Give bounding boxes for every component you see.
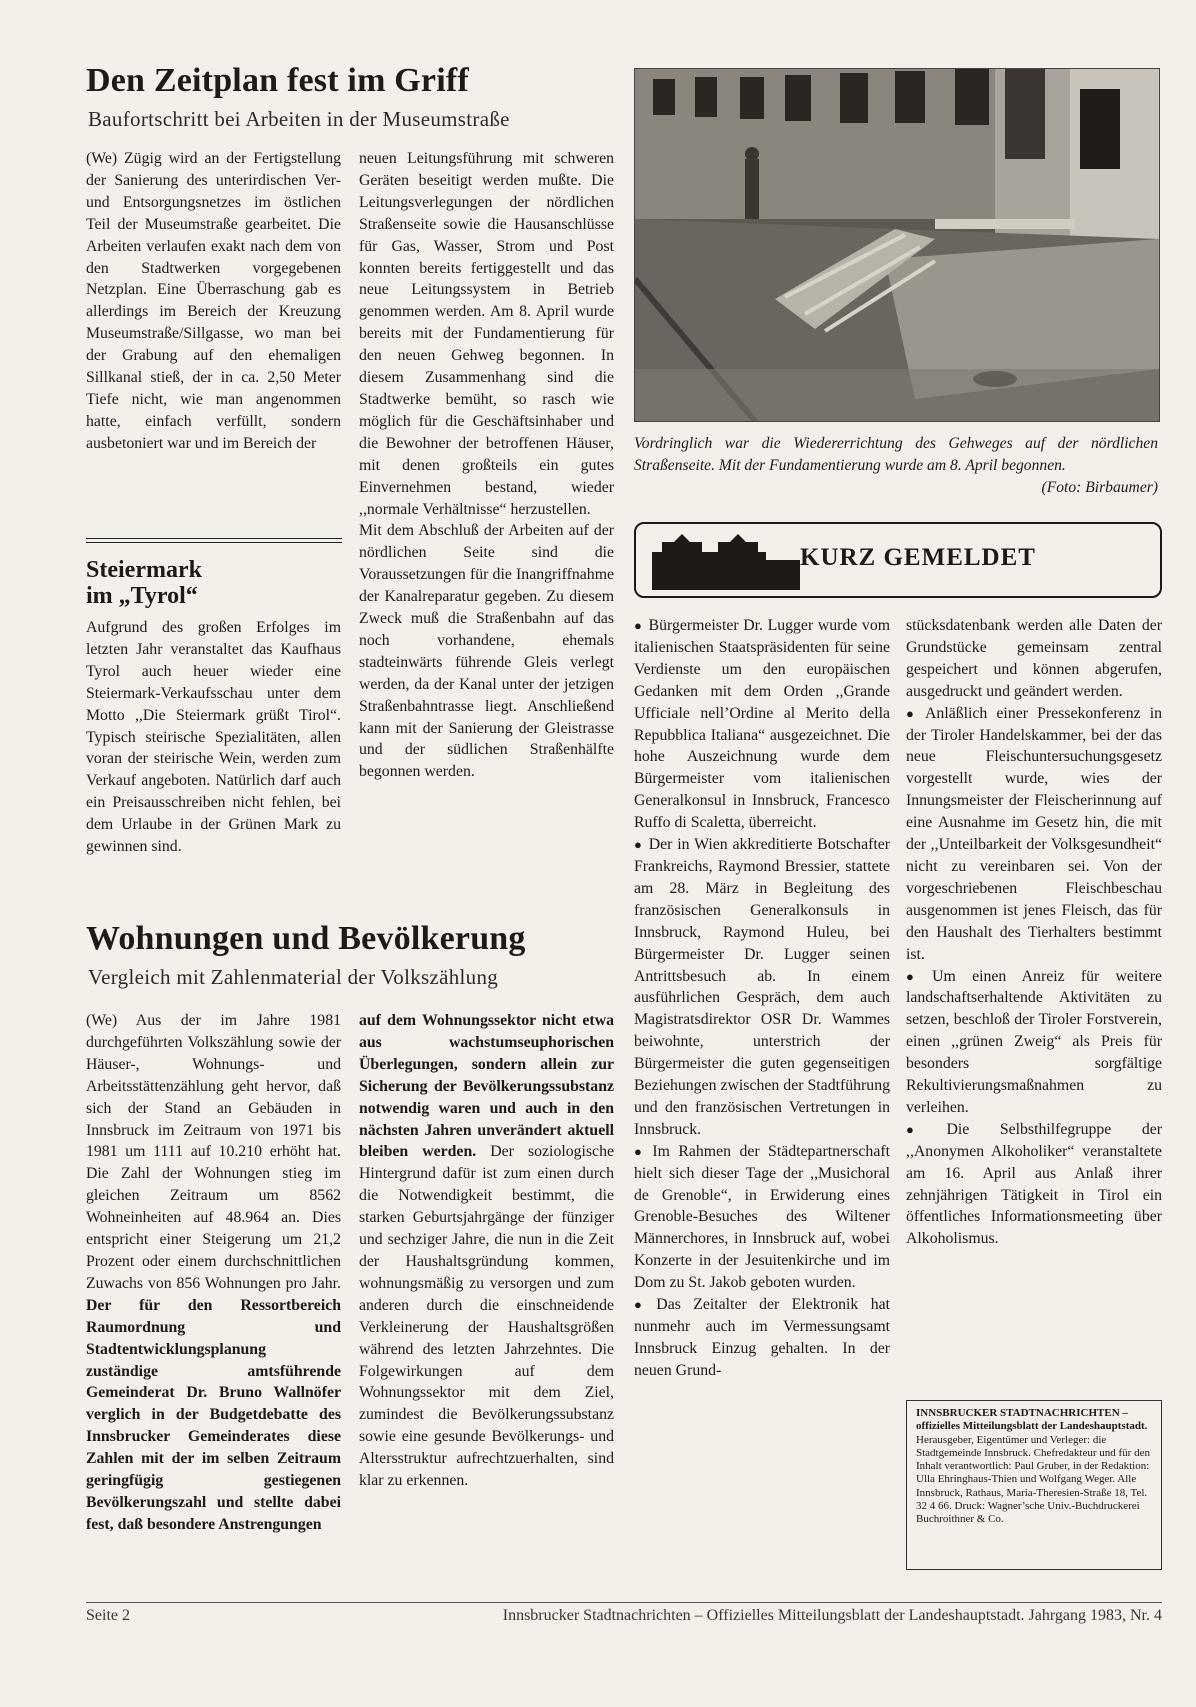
article-column [86, 148, 341, 455]
article-text: neuen Leitungsführung mit schweren Geräten beseitigt werden mußte. Die Leitungsverlegungen der nördlichen Straßenseite sowie die Hausanschlüsse für Gas, Wasser, Strom und Post konnten bereits fertiggestellt und das neue Leitungssystem in Betrieb genommen werden. Am 8. April wurde bereits mit der Fundamentierung für den neuen Gehweg begonnen. In diesem Zusammenhang sind die Stadtwerke bemüht, so rasch wie möglich für die Geschäftsinhaber und die Bewohner der betroffenen Häuser, mit denen großteils ein gutes Einvernehmen bestand, wieder ,,normale Verhältnisse“ herzustellen. [359, 150, 614, 518]
impressum-box [906, 1400, 1162, 1570]
article-text: (We) Aus der im Jahre 1981 durchgeführten Volkszählung sowie der Häuser-, Wohnungs- und Arbeitsstättenzählung geht hervor, daß sich der Stand an Gebäuden in Innsbruck im Zeitraum von 1971 bis 1981 um 1111 auf 10.210 erhöht hat. Die Zahl der Wohnungen stieg im gleichen Zeitraum um 8562 Wohneinheiten auf 48.964 an. Dies entspricht einer Steigerung um 21,2 Prozent oder einem durchschnittlichen Zuwachs von 856 Wohnungen pro Jahr. [86, 1012, 341, 1292]
footer-rule [86, 1602, 1162, 1603]
news-item: ● Um einen Anreiz für weitere landschaftserhaltende Aktivitäten zu setzen, beschloß der Tiroler Forstverein, einen ,,grünen Zweig“ als Preis für besonders sorgfältige Rekultivierungsmaßnahmen zu verleihen. [906, 966, 1162, 1119]
kurz-gemeldet-box [634, 522, 1162, 598]
article-text: Aufgrund des großen Erfolges im letzten Jahr veranstaltet das Kaufhaus Tyrol auch heuer wieder eine Steiermark-Verkaufsschau unter dem Motto ,,Die Steiermark grüßt Tirol“. Typisch steirische Spezialitäten, allen voran der steirische Wein, werden zum Verkauf angeboten. Natürlich darf auch ein Preisausschreiben nicht fehlen, bei dem Urlaube in der Grünen Mark zu gewinnen sind. [86, 619, 341, 856]
article-column [86, 1010, 341, 1536]
photo-caption [634, 433, 1158, 499]
impressum-title: INNSBRUCKER STADTNACHRICHTEN – offizielles Mitteilungsblatt der Landeshauptstadt. [916, 1407, 1148, 1433]
page-number: Seite 2 [86, 1607, 130, 1624]
construction-photo [634, 68, 1160, 422]
news-item: ● Anläßlich einer Pressekonferenz in der Tiroler Handelskammer, bei der das neue Fleischuntersuchungsgesetz vorgestellt wurde, wies der Innungsmeister der Fleischerinnung auf eine Ausnahme im Gesetz hin, die mit der ,,Unteilbarkeit der Volksgesundheit“ nicht zu vereinbaren sei. Von der vorgeschriebenen Fleischbeschau ausgenommen ist jenes Fleisch, das für den Haushalt des Tierhalters bestimmt ist. [906, 703, 1162, 966]
kurz-column [634, 615, 890, 1382]
photo-illustration [635, 69, 1159, 421]
divider [86, 542, 342, 543]
caption-text: Vordringlich war die Wiedererrichtung des Gehweges auf der nördlichen Straßenseite. Mit der Fundamentierung wurde am 8. April begonnen. [634, 435, 1158, 474]
article-subtitle: Vergleich mit Zahlenmaterial der Volkszählung [88, 965, 499, 989]
title-line: im „Tyrol“ [86, 583, 198, 609]
footer-text: Innsbrucker Stadtnachrichten – Offizielles Mitteilungsblatt der Landeshauptstadt. Jahrgang 1983, Nr. 4 [502, 1607, 1162, 1624]
news-item: ● Bürgermeister Dr. Lugger wurde vom italienischen Staatspräsidenten für seine Verdienste um den europäischen Gedanken mit dem Orden ,,Grande Ufficiale nell’Ordine al Merito della Repubblica Italiana“ ausgezeichnet. Die hohe Auszeichnung wurde dem Bürgermeister vom italienischen Generalkonsul in Innsbruck, Francesco Ruffo di Scaletta, überreicht. [634, 615, 890, 834]
news-item: ● Im Rahmen der Städtepartnerschaft hielt sich dieser Tage der ,,Musichoral de Grenoble“, in Erwiderung eines Grenoble-Besuches des Wiltener Männerchores, in Innsbruck auf, wobei Konzerte in der Jesuitenkirche und im Dom zu St. Jakob geboten wurden. [634, 1141, 890, 1294]
kurz-gemeldet-title: KURZ GEMELDET [800, 544, 1036, 571]
article-text-bold: Der für den Ressortbereich Raumordnung und Stadtentwicklungsplanung zuständige amtsführende Gemeinderat Dr. Bruno Wallnöfer verglich in der Budgetdebatte des Innsbrucker Gemeinderates diese Zahlen mit der im selben Zeitraum geringfügig gestiegenen Bevölkerungszahl und stellte dabei fest, daß besondere Anstrengungen [86, 1296, 341, 1533]
article-text: Mit dem Abschluß der Arbeiten auf der nördlichen Seite sind die Voraussetzungen für die Inangriffnahme der Kanalreparatur gegeben. Zu diesem Zweck muß die Straßenbahn auf das noch vorhandene, ehemals stadteinwärts führende Gleis verlegt werden, da der Kanal unter der jetzigen Straßenbahntrasse liegt. Anschließend kann mit der Sanierung der Gleistrasse und der südlichen Straßenhälfte begonnen werden. [359, 522, 614, 781]
news-item-continued: stücksdatenbank werden alle Daten der Grundstücke gemeinsam zentral gespeichert und können abgerufen, ausgedruckt und geändert werden. [906, 617, 1162, 700]
article-title: Den Zeitplan fest im Griff [86, 62, 469, 99]
impressum-text: Herausgeber, Eigentümer und Verleger: die Stadtgemeinde Innsbruck. Chefredakteur und für den Inhalt verantwortlich: Paul Gruber, in der Redaktion: Ulla Ehringhaus-Thien und Wolfgang Weger. Alle Innsbruck, Rathaus, Maria-Theresien-Straße 18, Tel. 32 4 66. Druck: Wagner’sche Univ.-Buchdruckerei Buchroithner & Co. [916, 1433, 1150, 1526]
article-text: Der soziologische Hintergrund dafür ist zum einen durch die Notwendigkeit bestimmt, die starken Geburtsjahrgänge der fünziger und sechziger Jahre, die nun in die Zeit der Haushaltsgründung kommen, wohnungsmäßig zu versorgen und zum anderen durch die einschneidende Verkleinerung der Haushaltsgrößen während des letzten Jahrzehntes. Die Folgewirkungen auf dem Wohnungssektor mit dem Ziel, zumindest die Bevölkerungssubstanz sowie eine gesunde Bevölkerungs- und Altersstruktur aufrechtzuerhalten, sind klar zu erkennen. [359, 1143, 614, 1490]
news-item: ● Der in Wien akkreditierte Botschafter Frankreichs, Raymond Bressier, stattete am 28. März in Begleitung des französischen Generalkonsuls in Innsbruck, Raymond Huleu, bei Bürgermeister Dr. Lugger seinen Antrittsbesuch ab. In einem ausführlichen Gespräch, dem auch Magistratsdirektor OSR Dr. Wammes beiwohnte, unterstrich der Bürgermeister die guten gegenseitigen Beziehungen zwischen der Stadtführung und den französischen Vertretungen in Innsbruck. [634, 834, 890, 1141]
kurz-column [906, 615, 1162, 1250]
article-column [359, 148, 614, 783]
article-title: Wohnungen und Bevölkerung [86, 920, 526, 957]
article-column [359, 1010, 614, 1492]
news-item: ● Das Zeitalter der Elektronik hat nunmehr auch im Vermessungsamt Innsbruck Einzug gehalten. In der neuen Grund- [634, 1294, 890, 1382]
title-line: Steiermark [86, 557, 202, 583]
divider [86, 538, 342, 539]
article-text: (We) Zügig wird an der Fertigstellung der Sanierung des unterirdischen Ver- und Entsorgungsnetzes im östlichen Teil der Museumstraße gearbeitet. Die Arbeiten verlaufen exakt nach dem von den Stadtwerken vorgegebenen Netzplan. Eine Überraschung gab es allerdings im Bereich der Kreuzung Museumstraße/Sillgasse, wo man bei der Grabung auf den ehemaligen Sillkanal stieß, der in ca. 2,50 Meter Tiefe nicht, wie man angenommen hatte, einfach verfüllt, sondern ausbetoniert war und im Bereich der [86, 150, 341, 452]
city-emblem-icon [652, 530, 802, 590]
article-column [86, 617, 341, 858]
photo-credit: (Foto: Birbaumer) [1041, 479, 1158, 496]
steiermark-title [86, 557, 202, 609]
article-text-bold: auf dem Wohnungssektor nicht etwa aus wachstumseuphorischen Überlegungen, sondern allein zur Sicherung der Bevölkerungssubstanz notwendig waren und auch in den nächsten Jahren unverändert aktuell bleiben werden. [359, 1012, 614, 1161]
article-subtitle: Baufortschritt bei Arbeiten in der Museumstraße [88, 107, 510, 131]
news-item: ● Die Selbsthilfegruppe der ,,Anonymen Alkoholiker“ veranstaltete am 16. April aus Anlaß ihrer zehnjährigen Tätigkeit in Tirol ein öffentliches Informationsmeeting über Alkoholismus. [906, 1119, 1162, 1250]
